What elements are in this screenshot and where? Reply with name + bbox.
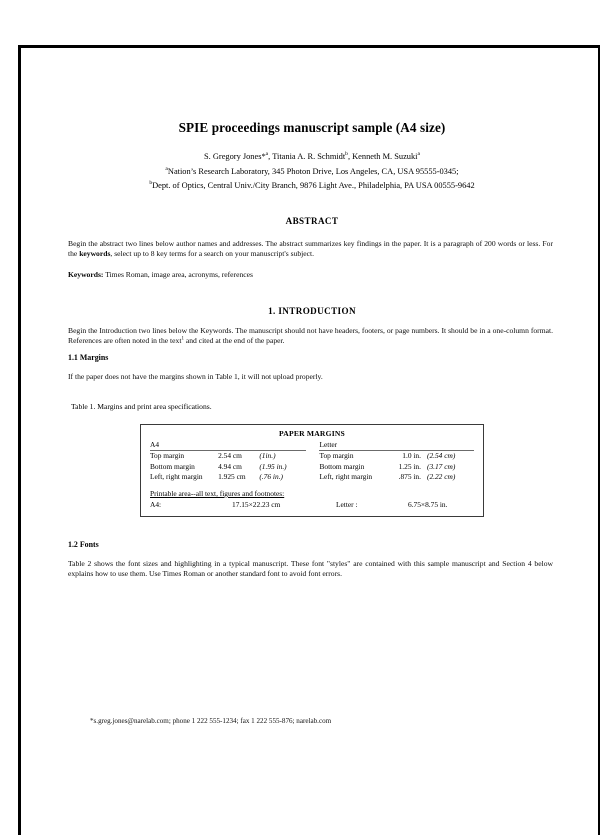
row-1-gap [306,451,319,462]
table-1-header-a4: A4 [150,440,218,451]
author-affil-marker-1: a [265,151,269,158]
table-1-grid [150,440,474,482]
row-3-letter-label: Left, right margin [319,471,373,481]
row-1-a4-label: Top margin [150,451,185,461]
table-row [150,472,474,482]
affiliation-marker-b: b [149,180,153,187]
row-1-a4-alt: (1in.) [259,451,276,461]
table-1-paper-margins [140,424,484,517]
row-3-a4-alt: (.76 in.) [259,471,283,481]
affiliation-text-a: Nation’s Research Laboratory, 345 Photon Drive, Los Angeles, CA, USA 95555-0345; [167,167,459,176]
affiliation-a [21,166,603,178]
abstract-paragraph [68,239,553,260]
author-line [21,151,603,163]
author-affil-marker-3: a [417,151,420,158]
row-3-letter-alt: (2.22 cm) [426,471,456,481]
author-separator-2: , [347,152,353,161]
table-1-header-a4-alt-spacer [259,440,306,451]
printable-area-grid [150,500,474,510]
footnote-contact: *s.greg.jones@narelab.com; phone 1 222 555-1234; fax 1 222 555-876; narelab.com [90,717,332,725]
page-title: SPIE proceedings manuscript sample (A4 size) [178,120,446,135]
printable-letter-label: Letter : [336,500,358,510]
table-row [150,462,474,472]
affiliation-text-b: Dept. of Optics, Central Univ./City Branch, 9876 Light Ave., Philadelphia, PA USA 00555-9642 [152,181,475,190]
author-name-1: S. Gregory Jones* [204,152,266,161]
section-1-heading: 1. INTRODUCTION [268,306,356,316]
author-name-2: Titania A. R. Schmidt [272,152,346,161]
table-1-caption: Table 1. Margins and print area specifications. [71,402,212,411]
keywords-line [68,270,553,280]
keywords-value: Times Roman, image area, acronyms, references [103,270,253,279]
row-1-letter-alt: (2.54 cm) [426,451,456,461]
printable-a4-value: 17.15×22.23 cm [232,500,281,510]
row-3-letter-value: .875 in. [398,471,421,481]
row-2-letter-alt: (3.17 cm) [426,461,456,471]
table-row [150,500,474,510]
row-2-letter-value: 1.25 in. [398,461,421,471]
author-separator-1: , [268,152,273,161]
row-2-gap [306,462,319,472]
row-1-a4-value: 2.54 cm [218,451,242,461]
row-3-a4-value: 1.925 cm [218,471,246,481]
row-1-letter-label: Top margin [319,451,354,461]
keywords-label: Keywords: [68,270,104,279]
table-1-header-row [150,440,474,451]
page-content-area [21,48,603,838]
section-1-1-paragraph: If the paper does not have the margins shown in Table 1, it will not upload properly. [68,372,323,381]
table-1-header-letter: Letter [319,440,387,451]
author-affil-marker-2: b [345,151,348,158]
table-1-title: PAPER MARGINS [279,429,345,438]
table-row [150,451,474,462]
row-3-gap [306,472,319,482]
table-1-header-gap [306,440,319,451]
affiliation-b [21,180,603,192]
printable-area-label: Printable area--all text, figures and footnotes: [150,489,285,499]
row-2-a4-label: Bottom margin [150,461,195,471]
row-2-a4-alt: (1.95 in.) [259,461,287,471]
document-page [18,45,600,835]
abstract-text-part-2: , select up to 8 key terms for a search on your manuscript's subject. [110,249,315,259]
section-1-2-heading: 1.2 Fonts [68,540,99,549]
abstract-heading: ABSTRACT [285,216,339,226]
author-name-3: Kenneth M. Suzuki [352,152,418,161]
table-1-header-letter-alt-spacer [427,440,474,451]
row-1-letter-value: 1.0 in. [402,451,421,461]
abstract-text-part-1: Begin the abstract two lines below author names and addresses. The abstract summarizes key findings in the paper. It is a paragraph of 200 words or less. For the [68,239,553,259]
introduction-paragraph [68,326,553,347]
row-2-letter-label: Bottom margin [319,461,365,471]
introduction-text-part-2: and cited at the end of the paper. [183,336,285,346]
printable-letter-value: 6.75×8.75 in. [408,500,448,510]
printable-a4-label: A4: [150,500,162,510]
printable-area-section [150,489,474,499]
row-2-a4-value: 4.94 cm [218,461,242,471]
row-3-a4-label: Left, right margin [150,471,203,481]
section-1-1-heading: 1.1 Margins [68,353,109,362]
affiliation-marker-a: a [165,166,168,173]
table-1-header-a4-value-spacer [218,440,259,451]
abstract-keywords-bold: keywords [79,249,111,259]
introduction-text-part-1: Begin the Introduction two lines below the Keywords. The manuscript should not have headers, footers, or page numbers. It should be in a one-column format. References are often noted in the text [68,326,553,346]
section-1-2-paragraph: Table 2 shows the font sizes and highlighting in a typical manuscript. These font "styles" are contained with this sample manuscript and Section 4 below explains how to use them. Use Times Roman or another standard font to avoid font errors. [68,559,553,579]
table-1-header-letter-value-spacer [388,440,427,451]
reference-superscript-1: 1 [181,336,184,342]
